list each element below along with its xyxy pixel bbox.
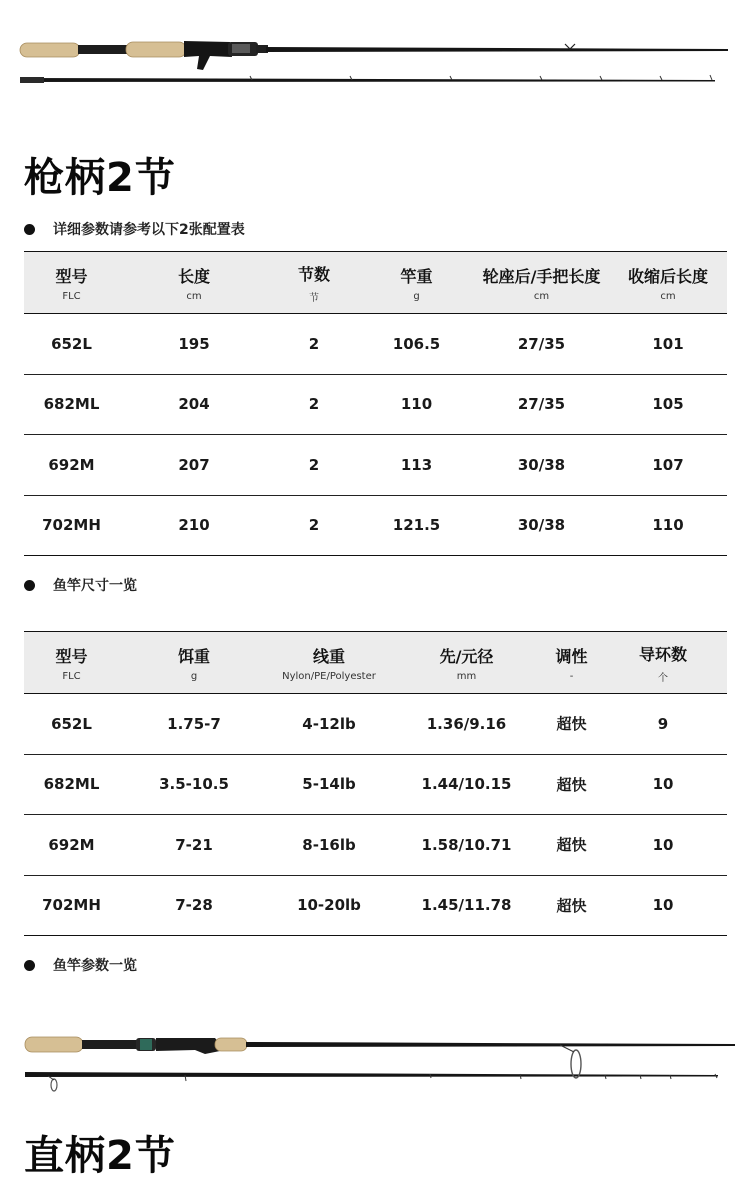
- table-cell: 113: [359, 435, 474, 496]
- bullet-config-note: [24, 219, 245, 239]
- header-cell: 长度 cm: [119, 252, 269, 314]
- table-cell: 1.75-7: [119, 694, 269, 755]
- section-title-straight-grip: 直柄2节: [24, 1133, 176, 1179]
- table-cell: 121.5: [359, 495, 474, 556]
- rod-tip-section: [25, 1045, 718, 1091]
- table-cell: 207: [119, 435, 269, 496]
- table-cell: 7-28: [119, 875, 269, 936]
- header-cell: 轮座后/手把长度 cm: [474, 252, 609, 314]
- table-cell: 超快: [544, 694, 599, 755]
- table-row: [24, 435, 727, 496]
- table-cell: 超快: [544, 875, 599, 936]
- table-cell: 8-16lb: [269, 815, 389, 876]
- table-cell: 110: [609, 495, 727, 556]
- header-cell: 先/元径 mm: [389, 632, 544, 694]
- header-cell: 竿重 g: [359, 252, 474, 314]
- table-cell: 10-20lb: [269, 875, 389, 936]
- table-cell: 1.36/9.16: [389, 694, 544, 755]
- table-cell: 10: [599, 815, 727, 876]
- table-header-row: [24, 632, 727, 694]
- baitcasting-rod-image: [0, 30, 750, 100]
- table-cell: 692M: [24, 815, 119, 876]
- rod-size-table: [24, 251, 727, 556]
- table-cell: 30/38: [474, 435, 609, 496]
- table-cell: 2: [269, 374, 359, 435]
- table-cell: 1.45/11.78: [389, 875, 544, 936]
- table-row: [24, 875, 727, 936]
- table-cell: 110: [359, 374, 474, 435]
- table-cell: 101: [609, 314, 727, 375]
- header-cell: 型号 FLC: [24, 252, 119, 314]
- table-cell: 27/35: [474, 374, 609, 435]
- bullet-label: 详细参数请参考以下2张配置表: [53, 222, 245, 238]
- table-cell: 30/38: [474, 495, 609, 556]
- table-cell: 692M: [24, 435, 119, 496]
- table-header-row: [24, 252, 727, 314]
- bullet-rod-size: [24, 575, 137, 595]
- table-cell: 5-14lb: [269, 754, 389, 815]
- rod-params-table: [24, 631, 727, 936]
- table-cell: 702MH: [24, 875, 119, 936]
- table-cell: 超快: [544, 815, 599, 876]
- table-cell: 195: [119, 314, 269, 375]
- header-cell: 调性 -: [544, 632, 599, 694]
- table-cell: 10: [599, 875, 727, 936]
- table-cell: 3.5-10.5: [119, 754, 269, 815]
- section-title-pistol-grip: 枪柄2节: [24, 155, 176, 201]
- table-row: [24, 374, 727, 435]
- table-row: [24, 815, 727, 876]
- header-cell: 线重 Nylon/PE/Polyester: [269, 632, 389, 694]
- table-cell: 2: [269, 495, 359, 556]
- table-cell: 682ML: [24, 754, 119, 815]
- bullet-dot-icon: [24, 960, 35, 971]
- table-cell: 204: [119, 374, 269, 435]
- bullet-dot-icon: [24, 580, 35, 591]
- header-cell: 收缩后长度 cm: [609, 252, 727, 314]
- bullet-label: 鱼竿尺寸一览: [53, 578, 137, 594]
- header-cell: 节数 节: [269, 252, 359, 314]
- table-cell: 7-21: [119, 815, 269, 876]
- rod-butt-section: [25, 1037, 735, 1054]
- table-cell: 1.58/10.71: [389, 815, 544, 876]
- table-row: [24, 754, 727, 815]
- table-cell: 107: [609, 435, 727, 496]
- header-cell: 饵重 g: [119, 632, 269, 694]
- table-row: [24, 314, 727, 375]
- table-cell: 超快: [544, 754, 599, 815]
- table-cell: 10: [599, 754, 727, 815]
- bullet-dot-icon: [24, 224, 35, 235]
- table-cell: 106.5: [359, 314, 474, 375]
- table-cell: 9: [599, 694, 727, 755]
- bullet-rod-params: [24, 955, 137, 975]
- table-row: [24, 694, 727, 755]
- table-cell: 652L: [24, 694, 119, 755]
- spinning-rod-image: [0, 1030, 750, 1105]
- table-cell: 652L: [24, 314, 119, 375]
- header-cell: 导环数 个: [599, 632, 727, 694]
- table-cell: 4-12lb: [269, 694, 389, 755]
- header-cell: 型号 FLC: [24, 632, 119, 694]
- table-cell: 2: [269, 314, 359, 375]
- table-cell: 1.44/10.15: [389, 754, 544, 815]
- table-cell: 105: [609, 374, 727, 435]
- table-cell: 27/35: [474, 314, 609, 375]
- rod-butt-section: [20, 41, 728, 70]
- table-row: [24, 495, 727, 556]
- table-cell: 2: [269, 435, 359, 496]
- table-cell: 210: [119, 495, 269, 556]
- table-cell: 702MH: [24, 495, 119, 556]
- rod-tip-section: [20, 75, 715, 83]
- bullet-label: 鱼竿参数一览: [53, 958, 137, 974]
- table-cell: 682ML: [24, 374, 119, 435]
